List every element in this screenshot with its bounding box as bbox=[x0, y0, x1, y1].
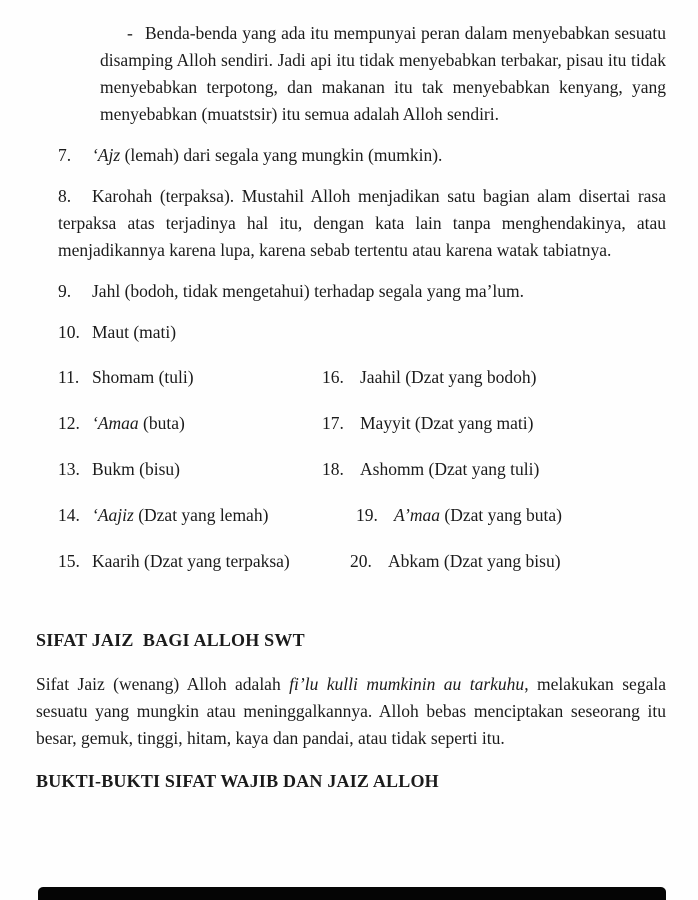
item-text: ‘Aajiz (Dzat yang lemah) bbox=[92, 505, 269, 525]
list-item-10 bbox=[58, 319, 666, 346]
column-row bbox=[58, 548, 666, 575]
item-number: 20. bbox=[350, 551, 372, 571]
list-item-16 bbox=[322, 364, 666, 391]
item-text: Ashomm (Dzat yang tuli) bbox=[360, 459, 540, 479]
list-item-18 bbox=[322, 456, 666, 483]
bullet-dash: - bbox=[127, 23, 133, 43]
item-number: 13. bbox=[58, 459, 80, 479]
item-number: 10. bbox=[58, 322, 80, 342]
list-item-14 bbox=[58, 502, 322, 529]
column-row bbox=[58, 456, 666, 483]
list-item-13 bbox=[58, 456, 322, 483]
list-item-11 bbox=[58, 364, 322, 391]
two-column-list bbox=[36, 364, 666, 575]
list-item-17 bbox=[322, 410, 666, 437]
item-number: 11. bbox=[58, 367, 80, 387]
item-number: 9. bbox=[58, 281, 72, 301]
list-item-19 bbox=[322, 502, 666, 529]
item-text: A’maa (Dzat yang buta) bbox=[394, 505, 562, 525]
bullet-item bbox=[100, 20, 666, 128]
item-text: Karohah (terpaksa). Mustahil Alloh menjadikan satu bagian alam disertai rasa terpaksa atas terjadinya hal itu, dengan kata lain tanpa menghendakinya, atau menjadikannya karena lupa, karena sebab tertentu atau karena watak tabiatnya. bbox=[58, 186, 666, 260]
item-text: Abkam (Dzat yang bisu) bbox=[388, 551, 561, 571]
list-item-20 bbox=[322, 548, 666, 575]
list-item-9 bbox=[58, 278, 666, 305]
item-number: 8. bbox=[58, 186, 72, 206]
page-content bbox=[36, 0, 666, 795]
item-number: 18. bbox=[322, 459, 344, 479]
item-text: Bukm (bisu) bbox=[92, 459, 180, 479]
item-number: 17. bbox=[322, 413, 344, 433]
item-number: 12. bbox=[58, 413, 80, 433]
column-row bbox=[58, 364, 666, 391]
section-heading-bukti: BUKTI-BUKTI SIFAT WAJIB DAN JAIZ ALLOH bbox=[36, 771, 439, 791]
column-row bbox=[58, 502, 666, 529]
item-text: ‘Ajz (lemah) dari segala yang mungkin (mumkin). bbox=[92, 145, 443, 165]
item-number: 19. bbox=[356, 505, 378, 525]
item-text: Maut (mati) bbox=[92, 322, 177, 342]
item-text: Mayyit (Dzat yang mati) bbox=[360, 413, 534, 433]
item-text: Kaarih (Dzat yang terpaksa) bbox=[92, 551, 290, 571]
item-text: Shomam (tuli) bbox=[92, 367, 194, 387]
item-number: 14. bbox=[58, 505, 80, 525]
item-number: 16. bbox=[322, 367, 344, 387]
column-row bbox=[58, 410, 666, 437]
item-text: ‘Amaa (buta) bbox=[92, 413, 185, 433]
item-number: 15. bbox=[58, 551, 80, 571]
list-item-8 bbox=[58, 183, 666, 264]
item-text: Jahl (bodoh, tidak mengetahui) terhadap segala yang ma’lum. bbox=[92, 281, 525, 301]
section-heading-sifat-jaiz: SIFAT JAIZ BAGI ALLOH SWT bbox=[36, 630, 305, 650]
scan-artifact-bar bbox=[38, 887, 666, 900]
list-item-12 bbox=[58, 410, 322, 437]
list-item-7 bbox=[58, 142, 666, 169]
item-text: Jaahil (Dzat yang bodoh) bbox=[360, 367, 537, 387]
bullet-text: Benda-benda yang ada itu mempunyai peran dalam menyebabkan sesuatu disamping Alloh sendiri. Jadi api itu tidak menyebabkan terbakar, pisau itu tidak menyebabkan terpotong, dan makanan itu tak menyebabkan kenyang, yang menyebabkan (muatstsir) itu semua adalah Alloh sendiri. bbox=[100, 23, 666, 124]
paragraph-sifat-jaiz: Sifat Jaiz (wenang) Alloh adalah fi’lu kulli mumkinin au tarkuhu, melakukan segala sesuatu yang mungkin atau meninggalkannya. Alloh bebas menciptakan seseorang itu besar, gemuk, tinggi, hitam, kaya dan pandai, atau tidak seperti itu. bbox=[36, 674, 666, 748]
list-item-15 bbox=[58, 548, 322, 575]
item-number: 7. bbox=[58, 145, 72, 165]
